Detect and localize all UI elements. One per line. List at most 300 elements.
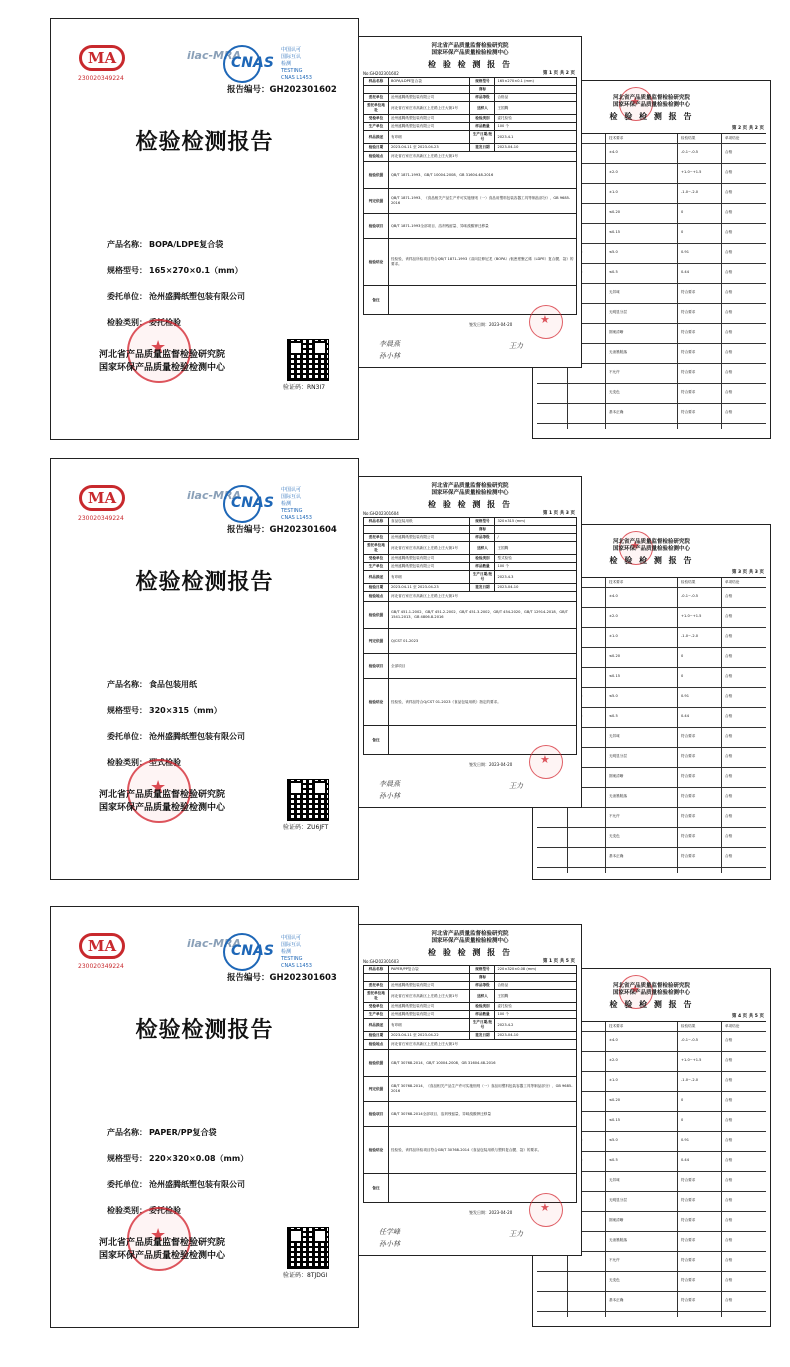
info-value: 有印刷 bbox=[388, 131, 470, 144]
info-label: 委托单位地址 bbox=[364, 542, 389, 555]
info-value-wide: Q/CST 01-2023 bbox=[388, 629, 576, 654]
results-cell: ±4.0 bbox=[609, 594, 618, 598]
field-product bbox=[107, 679, 197, 690]
report-number bbox=[227, 83, 337, 95]
results-row bbox=[537, 807, 766, 828]
signature-review: 孙小林 bbox=[379, 1240, 400, 1248]
issue-date-value: 2023-04-20 bbox=[489, 1210, 513, 1215]
info-value: 沧州盛腾纸塑包装有限公司 bbox=[388, 534, 470, 542]
results-col-header: 技术要求 bbox=[609, 1024, 624, 1028]
info-value-wide: 经检验，该样品所检项目符合QB/T 1871-1993《双向拉伸尼龙（BOPA）/低密度聚乙烯（LDPE）复合膜、袋》的要求。 bbox=[388, 239, 576, 286]
info-row bbox=[364, 115, 577, 123]
results-title: 检 验 检 测 报 告 bbox=[609, 556, 694, 565]
info-value-wide: GB/T 30768-2014全部项目、溶剂残留量、异味溴酸钾迁移量 bbox=[388, 1102, 576, 1127]
results-cell: 符合要求 bbox=[681, 774, 696, 778]
results-cell: 合格 bbox=[725, 330, 733, 334]
info-value: 河北省石家庄市高新区上庄路上庄大街1号 bbox=[388, 542, 470, 555]
results-cell: ≤5.0 bbox=[609, 1138, 618, 1142]
report-title: 检验检测报告 bbox=[135, 570, 274, 595]
signature-main: 王力 bbox=[509, 342, 523, 350]
results-cell: 合格 bbox=[725, 1158, 733, 1162]
info-value: PAPER/PP复合袋 bbox=[388, 966, 470, 974]
report-set bbox=[0, 440, 790, 880]
results-cell: 无油墨脱落 bbox=[609, 350, 627, 354]
results-cell: 0 bbox=[681, 674, 684, 678]
results-cell: -0.1~-0.5 bbox=[681, 594, 699, 598]
info-row bbox=[364, 974, 577, 982]
field-product bbox=[107, 239, 223, 250]
info-label: 样品描述 bbox=[364, 1019, 389, 1032]
issue-date-label: 签发日期： bbox=[469, 322, 489, 327]
info-label: 委托单位地址 bbox=[364, 990, 389, 1003]
page-header-2: 国家环保产品质量检验检测中心 bbox=[431, 50, 509, 56]
info-label: 样品描述 bbox=[364, 571, 389, 584]
info-value: 河北省石家庄市高新区上庄路上庄大街1号 bbox=[388, 990, 470, 1003]
info-row-wide bbox=[364, 1040, 577, 1050]
info-value bbox=[388, 526, 470, 534]
page-header-1: 河北省产品质量监督检验研究院 bbox=[431, 931, 509, 937]
info-label: 受检单位 bbox=[364, 555, 389, 563]
info-row bbox=[364, 1003, 577, 1011]
results-cell: 符合要求 bbox=[681, 410, 696, 414]
verify-code-value: RN3I7 bbox=[307, 384, 326, 391]
info-label: 委托单位 bbox=[364, 534, 389, 542]
verify-code-value: 8TJDGI bbox=[307, 1272, 328, 1279]
info-label: 样品名称 bbox=[364, 78, 389, 86]
issue-date-value: 2023-04-20 bbox=[489, 322, 513, 327]
results-cell: 合格 bbox=[725, 594, 733, 598]
results-cell: 0 bbox=[681, 1098, 684, 1102]
results-cell: ≤0.20 bbox=[609, 654, 621, 658]
issue-date bbox=[469, 762, 512, 768]
page-report-number: No:GH202301602 bbox=[363, 71, 399, 76]
info-label: 送样人 bbox=[470, 542, 495, 555]
field-spec bbox=[107, 705, 222, 716]
info-row bbox=[364, 86, 577, 94]
field-product-value: BOPA/LDPE复合袋 bbox=[149, 240, 224, 249]
signature-approve: 任学峰 bbox=[379, 1228, 400, 1236]
results-row bbox=[537, 383, 766, 404]
results-cell: 符合要求 bbox=[681, 1258, 696, 1262]
field-product-label: 产品名称： bbox=[107, 680, 147, 689]
page-header-2: 国家环保产品质量检验检测中心 bbox=[431, 490, 509, 496]
info-value: 2023.4.1 bbox=[495, 131, 577, 144]
results-cell: 0.44 bbox=[681, 714, 690, 718]
results-cell: 合格 bbox=[725, 350, 733, 354]
detail-seal-stamp bbox=[529, 305, 563, 339]
results-cell: 无异味 bbox=[609, 290, 620, 294]
cnas-text: 中国认可 国际互认 检测 TESTING CNAS L1453 bbox=[281, 935, 312, 969]
results-cell: ±1.0 bbox=[609, 634, 618, 638]
info-value-wide: QB/T 1871-1993全部项目、溶剂残留量、异味溴酸钾迁移量 bbox=[388, 214, 576, 239]
info-value: 沧州盛腾纸塑包装有限公司 bbox=[388, 94, 470, 102]
cnas-logo: CNAS bbox=[231, 495, 274, 511]
page-report-number: No:GH202301604 bbox=[363, 511, 399, 516]
field-category-value: 型式检验 bbox=[149, 758, 181, 767]
report-number-label: 报告编号： bbox=[227, 973, 270, 983]
verify-code-label: 验证码： bbox=[283, 824, 308, 831]
results-cell: 符合要求 bbox=[681, 1178, 696, 1182]
results-cell: 合格 bbox=[725, 1278, 733, 1282]
results-cell: 符合要求 bbox=[681, 350, 696, 354]
results-cell: ≤0.20 bbox=[609, 210, 621, 214]
results-cell: 符合要求 bbox=[681, 854, 696, 858]
results-cell: 无明显分层 bbox=[609, 754, 627, 758]
field-product-label: 产品名称： bbox=[107, 1128, 147, 1137]
info-value-wide: 河北省石家庄市高新区上庄路上庄大街1号 bbox=[388, 592, 576, 602]
info-table bbox=[363, 965, 577, 1203]
issue-date bbox=[469, 322, 512, 328]
institute-name-2: 国家环保产品质量检验检测中心 bbox=[99, 1251, 226, 1261]
results-header-1: 河北省产品质量监督检验研究院 bbox=[612, 95, 690, 101]
institute-name-1: 河北省产品质量监督检验研究院 bbox=[99, 790, 226, 800]
results-cell: 合格 bbox=[725, 210, 733, 214]
results-cell: 合格 bbox=[725, 1078, 733, 1082]
page-number: 第 1 页 共 3 页 bbox=[542, 511, 575, 516]
info-value: 沧州盛腾纸塑包装有限公司 bbox=[388, 1011, 470, 1019]
info-value: 沧州盛腾纸塑包装有限公司 bbox=[388, 563, 470, 571]
page-report-number: No:GH202301603 bbox=[363, 959, 399, 964]
results-cell: 合格 bbox=[725, 674, 733, 678]
results-cell: 无明显分层 bbox=[609, 1198, 627, 1202]
info-value: 100 个 bbox=[495, 563, 577, 571]
results-row bbox=[537, 1291, 766, 1312]
results-cell: 合格 bbox=[725, 410, 733, 414]
results-cell: 无变色 bbox=[609, 1278, 620, 1282]
results-page-number: 第 2 页 共 2 页 bbox=[731, 126, 764, 131]
results-cell: 合格 bbox=[725, 1178, 733, 1182]
results-header-2: 国家环保产品质量检验检测中心 bbox=[612, 546, 690, 552]
results-cell: 无异味 bbox=[609, 1178, 620, 1182]
results-cell: 符合要求 bbox=[681, 814, 696, 818]
results-cell: ±4.0 bbox=[609, 150, 618, 154]
info-label: 检验地点 bbox=[364, 592, 389, 602]
field-client-value: 沧州盛腾纸塑包装有限公司 bbox=[149, 292, 245, 301]
info-label: 判定依据 bbox=[364, 629, 389, 654]
info-label bbox=[364, 974, 389, 982]
cnas-logo: CNAS bbox=[231, 943, 274, 959]
results-cell: ≤5.0 bbox=[609, 694, 618, 698]
results-cell: 合格 bbox=[725, 1218, 733, 1222]
ilac-mra-logo: ilac-MRA bbox=[187, 937, 241, 950]
info-label: 检验依据 bbox=[364, 602, 389, 629]
qr-code bbox=[287, 1227, 329, 1269]
results-col-header: 检验结果 bbox=[681, 136, 696, 140]
field-client-value: 沧州盛腾纸塑包装有限公司 bbox=[149, 1180, 245, 1189]
report-number-value: GH202301602 bbox=[269, 85, 337, 95]
cnas-text: 中国认可 国际互认 检测 TESTING CNAS L1453 bbox=[281, 47, 312, 81]
report-number bbox=[227, 523, 337, 535]
results-cell: ±2.0 bbox=[609, 1058, 618, 1062]
info-value bbox=[388, 974, 470, 982]
results-cell: 符合要求 bbox=[681, 1238, 696, 1242]
info-label bbox=[364, 526, 389, 534]
field-spec bbox=[107, 265, 243, 276]
results-cell: 合格 bbox=[725, 1138, 733, 1142]
page-title: 检 验 检 测 报 告 bbox=[428, 500, 512, 509]
cnas-logo: CNAS bbox=[231, 55, 274, 71]
info-row bbox=[364, 94, 577, 102]
info-label: 检验结论 bbox=[364, 679, 389, 726]
cma-number: 230020349224 bbox=[78, 963, 124, 970]
info-label: 样品名称 bbox=[364, 518, 389, 526]
info-value: 220×320×0.08 (mm) bbox=[495, 966, 577, 974]
info-row bbox=[364, 518, 577, 526]
info-label: 规格型号 bbox=[470, 518, 495, 526]
results-cell: 合格 bbox=[725, 1118, 733, 1122]
results-cell: 合格 bbox=[725, 270, 733, 274]
results-cell: 合格 bbox=[725, 614, 733, 618]
results-cell: ≤0.5 bbox=[609, 714, 618, 718]
signature-review: 孙小林 bbox=[379, 352, 400, 360]
field-client bbox=[107, 1179, 245, 1190]
info-row bbox=[364, 131, 577, 144]
results-row bbox=[537, 1271, 766, 1292]
results-cell: 合格 bbox=[725, 150, 733, 154]
results-cell: 合格 bbox=[725, 250, 733, 254]
results-cell: ≤0.5 bbox=[609, 270, 618, 274]
info-value: 165×270×0.1 (mm) bbox=[495, 78, 577, 86]
qr-code bbox=[287, 339, 329, 381]
info-label: 备注 bbox=[364, 1174, 389, 1203]
results-cell: 基本正确 bbox=[609, 410, 624, 414]
info-label: 委托单位地址 bbox=[364, 102, 389, 115]
field-product-value: PAPER/PP复合袋 bbox=[149, 1128, 217, 1137]
page-number: 第 1 页 共 2 页 bbox=[542, 71, 575, 76]
info-label: 判定依据 bbox=[364, 189, 389, 214]
results-cell: 无变色 bbox=[609, 390, 620, 394]
page-number: 第 1 页 共 5 页 bbox=[542, 959, 575, 964]
page-header-1: 河北省产品质量监督检验研究院 bbox=[431, 43, 509, 49]
results-cell: -1.0~-2.0 bbox=[681, 190, 699, 194]
info-row-wide bbox=[364, 592, 577, 602]
results-cell: -0.1~-0.5 bbox=[681, 150, 699, 154]
info-label: 签发日期 bbox=[470, 1032, 495, 1040]
info-label: 生产单位 bbox=[364, 123, 389, 131]
issue-date bbox=[469, 1210, 512, 1216]
info-value-wide: 经检验，该样品符合Q/CST 01-2023《食品包装用纸》指定的要求。 bbox=[388, 679, 576, 726]
results-cell: 合格 bbox=[725, 854, 733, 858]
institute-name-2: 国家环保产品质量检验检测中心 bbox=[99, 803, 226, 813]
info-label: 生产单位 bbox=[364, 1011, 389, 1019]
results-col-header: 检验结果 bbox=[681, 1024, 696, 1028]
info-label: 备注 bbox=[364, 286, 389, 315]
info-row-wide bbox=[364, 629, 577, 654]
info-label: 商标 bbox=[470, 974, 495, 982]
signature-review: 孙小林 bbox=[379, 792, 400, 800]
info-label: 样品名称 bbox=[364, 966, 389, 974]
results-cell: 0.91 bbox=[681, 250, 690, 254]
results-cell: ±4.0 bbox=[609, 1038, 618, 1042]
results-cell: -0.1~-0.5 bbox=[681, 1038, 699, 1042]
results-col-header: 单项结论 bbox=[725, 580, 740, 584]
info-row-wide bbox=[364, 1050, 577, 1077]
verify-code bbox=[283, 822, 328, 831]
info-value: 沧州盛腾纸塑包装有限公司 bbox=[388, 115, 470, 123]
info-row-wide bbox=[364, 654, 577, 679]
results-page-number: 第 3 页 共 3 页 bbox=[731, 570, 764, 575]
field-client bbox=[107, 291, 245, 302]
info-label: 样品数量 bbox=[470, 123, 495, 131]
field-spec-label: 规格型号： bbox=[107, 706, 147, 715]
results-cell: ≤5.0 bbox=[609, 250, 618, 254]
detail-seal-stamp bbox=[529, 745, 563, 779]
signature-approve: 李晨燕 bbox=[379, 340, 400, 348]
report-cover-page bbox=[50, 458, 359, 880]
results-cell: 合格 bbox=[725, 170, 733, 174]
results-cell: 合格 bbox=[725, 734, 733, 738]
field-spec-label: 规格型号： bbox=[107, 1154, 147, 1163]
results-header-1: 河北省产品质量监督检验研究院 bbox=[612, 983, 690, 989]
results-title: 检 验 检 测 报 告 bbox=[609, 1000, 694, 1009]
results-cell: 图案清晰 bbox=[609, 1218, 624, 1222]
verify-code-label: 验证码： bbox=[283, 384, 308, 391]
info-label: 样品数量 bbox=[470, 563, 495, 571]
field-client-value: 沧州盛腾纸塑包装有限公司 bbox=[149, 732, 245, 741]
field-client-label: 委托单位： bbox=[107, 292, 147, 301]
results-cell: 合格 bbox=[725, 834, 733, 838]
results-cell: 合格 bbox=[725, 814, 733, 818]
info-label: 送样人 bbox=[470, 990, 495, 1003]
info-table bbox=[363, 517, 577, 755]
verify-code-value: ZU6JFT bbox=[307, 824, 329, 831]
verify-code bbox=[283, 1270, 327, 1279]
info-label: 委托单位 bbox=[364, 94, 389, 102]
institute-name-1: 河北省产品质量监督检验研究院 bbox=[99, 1238, 226, 1248]
results-cell: -1.0~-2.0 bbox=[681, 634, 699, 638]
info-value: 2023-04-11 至 2023-04-22 bbox=[388, 1032, 470, 1040]
info-label: 检验依据 bbox=[364, 1050, 389, 1077]
results-col-header: 技术要求 bbox=[609, 580, 624, 584]
results-cell: 符合要求 bbox=[681, 370, 696, 374]
cma-number: 230020349224 bbox=[78, 515, 124, 522]
report-number-value: GH202301604 bbox=[269, 525, 337, 535]
results-cell: 符合要求 bbox=[681, 390, 696, 394]
info-value: 2023-04-10 bbox=[495, 1032, 577, 1040]
results-cell: 图案清晰 bbox=[609, 774, 624, 778]
info-row bbox=[364, 542, 577, 555]
info-row bbox=[364, 982, 577, 990]
info-label: 商标 bbox=[470, 526, 495, 534]
info-label: 生产日期/批号 bbox=[470, 1019, 495, 1032]
results-cell: ±1.0 bbox=[609, 190, 618, 194]
info-row bbox=[364, 534, 577, 542]
results-cell: ±2.0 bbox=[609, 614, 618, 618]
info-row bbox=[364, 526, 577, 534]
info-row-wide bbox=[364, 602, 577, 629]
report-title: 检验检测报告 bbox=[135, 1018, 274, 1043]
info-row bbox=[364, 571, 577, 584]
cnas-text: 中国认可 国际互认 检测 TESTING CNAS L1453 bbox=[281, 487, 312, 521]
results-cell: 符合要求 bbox=[681, 734, 696, 738]
field-spec-value: 220×320×0.08（mm） bbox=[149, 1154, 249, 1163]
info-label: 样品等级 bbox=[470, 982, 495, 990]
info-row bbox=[364, 1032, 577, 1040]
info-label: 检验日期 bbox=[364, 1032, 389, 1040]
info-value: 王国腾 bbox=[495, 542, 577, 555]
results-cell: ±2.0 bbox=[609, 170, 618, 174]
info-label: 检验地点 bbox=[364, 1040, 389, 1050]
info-value: 100 个 bbox=[495, 1011, 577, 1019]
info-row bbox=[364, 1011, 577, 1019]
info-value bbox=[495, 974, 577, 982]
info-value: 沧州盛腾纸塑包装有限公司 bbox=[388, 982, 470, 990]
results-cell: ≤0.15 bbox=[609, 230, 621, 234]
results-cell: 符合要求 bbox=[681, 290, 696, 294]
results-cell: 基本正确 bbox=[609, 1298, 624, 1302]
field-category-value: 委托检验 bbox=[149, 1206, 181, 1215]
info-value: 型式检验 bbox=[495, 555, 577, 563]
results-cell: 基本正确 bbox=[609, 854, 624, 858]
results-cell: 符合要求 bbox=[681, 310, 696, 314]
info-label: 检验日期 bbox=[364, 144, 389, 152]
info-value: 2023.4.2 bbox=[495, 1019, 577, 1032]
report-number-label: 报告编号： bbox=[227, 525, 270, 535]
info-value: 2023-04-11 至 2023-04-23 bbox=[388, 144, 470, 152]
signature-main: 王力 bbox=[509, 782, 523, 790]
info-label: 检验项目 bbox=[364, 214, 389, 239]
results-col-header: 检验结果 bbox=[681, 580, 696, 584]
results-cell: ≤0.15 bbox=[609, 1118, 621, 1122]
info-label: 检验依据 bbox=[364, 162, 389, 189]
results-cell: 符合要求 bbox=[681, 1198, 696, 1202]
info-row-wide bbox=[364, 679, 577, 726]
page-header-1: 河北省产品质量监督检验研究院 bbox=[431, 483, 509, 489]
info-label: 规格型号 bbox=[470, 966, 495, 974]
info-value: BOPA/LDPE复合袋 bbox=[388, 78, 470, 86]
results-header-1: 河北省产品质量监督检验研究院 bbox=[612, 539, 690, 545]
info-row bbox=[364, 990, 577, 1003]
info-label: 商标 bbox=[470, 86, 495, 94]
page-title: 检 验 检 测 报 告 bbox=[428, 948, 512, 957]
report-cover-page bbox=[50, 906, 359, 1328]
results-cell: 符合要求 bbox=[681, 330, 696, 334]
signature-approve: 李晨燕 bbox=[379, 780, 400, 788]
field-client-label: 委托单位： bbox=[107, 732, 147, 741]
signature-main: 王力 bbox=[509, 1230, 523, 1238]
info-value: 王国腾 bbox=[495, 990, 577, 1003]
info-row-wide bbox=[364, 1077, 577, 1102]
info-label: 检验类别 bbox=[470, 1003, 495, 1011]
results-header-2: 国家环保产品质量检验检测中心 bbox=[612, 102, 690, 108]
results-cell: 符合要求 bbox=[681, 1298, 696, 1302]
results-cell: 合格 bbox=[725, 1238, 733, 1242]
field-spec-label: 规格型号： bbox=[107, 266, 147, 275]
results-col-header: 单项结论 bbox=[725, 136, 740, 140]
info-value bbox=[495, 86, 577, 94]
results-cell: +1.0~+1.5 bbox=[681, 1058, 702, 1062]
results-title: 检 验 检 测 报 告 bbox=[609, 112, 694, 121]
results-cell: 合格 bbox=[725, 714, 733, 718]
info-label: 样品等级 bbox=[470, 534, 495, 542]
results-cell: 不允许 bbox=[609, 814, 620, 818]
results-cell: 合格 bbox=[725, 1298, 733, 1302]
results-cell: 符合要求 bbox=[681, 754, 696, 758]
info-value: 有印刷 bbox=[388, 571, 470, 584]
ilac-mra-logo: ilac-MRA bbox=[187, 49, 241, 62]
info-label: 检验地点 bbox=[364, 152, 389, 162]
field-product-label: 产品名称： bbox=[107, 240, 147, 249]
info-label bbox=[364, 86, 389, 94]
results-col-header: 单项结论 bbox=[725, 1024, 740, 1028]
info-value-wide: GB/T 30768-2014、《食品相关产品生产许可实施细则（一）食品用塑料包装容器工具等制品部分》、GB 9685-2016 bbox=[388, 1077, 576, 1102]
report-number-label: 报告编号： bbox=[227, 85, 270, 95]
results-cell: 合格 bbox=[725, 1198, 733, 1202]
results-cell: 符合要求 bbox=[681, 834, 696, 838]
info-row-wide bbox=[364, 1127, 577, 1174]
info-value: 2023.4.3 bbox=[495, 571, 577, 584]
institute-name-2: 国家环保产品质量检验检测中心 bbox=[99, 363, 226, 373]
